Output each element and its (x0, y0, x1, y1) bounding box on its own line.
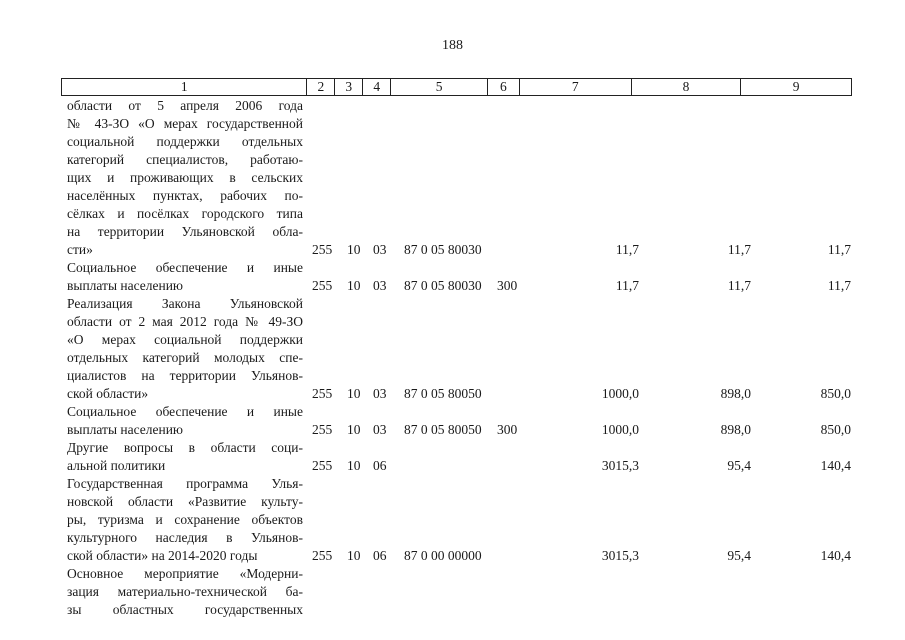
description-line: Другие вопросы в области соци- (67, 440, 303, 455)
row-values (0, 385, 905, 403)
description-line: сти» (67, 242, 93, 257)
cell-col-2: 255 (312, 422, 333, 437)
row-values (0, 547, 905, 565)
cell-col-8: 11,7 (727, 242, 751, 257)
description-line: зы областных государственных (67, 602, 303, 617)
cell-col-9: 140,4 (820, 458, 851, 473)
cell-col-7: 3015,3 (601, 458, 639, 473)
cell-col-5: 87 0 05 80030 (404, 242, 482, 257)
row-values (0, 601, 905, 619)
page-number: 188 (442, 38, 463, 53)
cell-col-9: 850,0 (820, 386, 851, 401)
description-line: Основное мероприятие «Модерни- (67, 566, 303, 581)
cell-col-2: 255 (312, 458, 333, 473)
cell-col-7: 3015,3 (601, 548, 639, 563)
description-line: социальной поддержки отдельных (67, 134, 303, 149)
header-col-6: 6 (488, 79, 520, 95)
description-line: щих и проживающих в сельских (67, 170, 303, 185)
description-line: выплаты населению (67, 422, 184, 437)
description-line: населённых пунктах, рабочих по- (67, 188, 303, 203)
cell-col-8: 898,0 (720, 386, 751, 401)
description-line: на территории Ульяновской обла- (67, 224, 303, 239)
cell-col-2: 255 (312, 386, 333, 401)
cell-col-4: 03 (373, 386, 387, 401)
description-line: отдельных категорий молодых спе- (67, 350, 303, 365)
description-line: культурного наследия в Ульянов- (67, 530, 303, 545)
description-line: категорий специалистов, работаю- (67, 152, 303, 167)
cell-col-9: 11,7 (827, 242, 851, 257)
row-values (0, 277, 905, 295)
row-values (0, 421, 905, 439)
cell-col-3: 10 (347, 242, 361, 257)
cell-col-5: 87 0 05 80050 (404, 422, 482, 437)
cell-col-6: 300 (497, 278, 518, 293)
cell-col-2: 255 (312, 278, 333, 293)
cell-col-3: 10 (347, 422, 361, 437)
cell-col-8: 95,4 (727, 548, 751, 563)
cell-col-7: 1000,0 (601, 422, 639, 437)
description-line: выплаты населению (67, 278, 184, 293)
cell-col-4: 06 (373, 548, 387, 563)
cell-col-4: 03 (373, 242, 387, 257)
description-line: ской области» на 2014-2020 годы (67, 548, 258, 563)
description-line: «О мерах социальной поддержки (67, 332, 303, 347)
header-col-5: 5 (391, 79, 488, 95)
cell-col-8: 11,7 (727, 278, 751, 293)
description-line: Реализация Закона Ульяновской (67, 296, 303, 311)
header-col-2: 2 (307, 79, 335, 95)
description-line: области от 2 мая 2012 года № 49-ЗО (67, 314, 303, 329)
header-col-8: 8 (632, 79, 742, 95)
description-line: Социальное обеспечение и иные (67, 404, 303, 419)
cell-col-3: 10 (347, 548, 361, 563)
row-values (0, 457, 905, 475)
cell-col-3: 10 (347, 458, 361, 473)
cell-col-9: 140,4 (820, 548, 851, 563)
description-line: сёлках и посёлках городского типа (67, 206, 303, 221)
cell-col-5: 87 0 05 80050 (404, 386, 482, 401)
description-line: альной политики (67, 458, 166, 473)
description-line: Социальное обеспечение и иные (67, 260, 303, 275)
row-values (0, 241, 905, 259)
cell-col-2: 255 (312, 242, 333, 257)
cell-col-8: 898,0 (720, 422, 751, 437)
header-col-9: 9 (792, 79, 800, 94)
row-description (67, 97, 303, 259)
header-col-7: 7 (520, 79, 632, 95)
description-line: ской области» (67, 386, 149, 401)
description-line: ры, туризма и сохранение объектов (67, 512, 303, 527)
header-col-4: 4 (363, 79, 391, 95)
cell-col-4: 03 (373, 422, 387, 437)
header-col-1: 1 (62, 79, 307, 95)
cell-col-5: 87 0 00 00000 (404, 548, 482, 563)
table-header-row (61, 78, 852, 96)
cell-col-8: 95,4 (727, 458, 751, 473)
description-line: циалистов на территории Ульянов- (67, 368, 303, 383)
description-line: новской области «Развитие культу- (67, 494, 303, 509)
description-line: Государственная программа Улья- (67, 476, 303, 491)
cell-col-3: 10 (347, 386, 361, 401)
description-line: № 43-ЗО «О мерах государственной (67, 116, 303, 131)
cell-col-3: 10 (347, 278, 361, 293)
cell-col-4: 03 (373, 278, 387, 293)
cell-col-7: 1000,0 (601, 386, 639, 401)
cell-col-6: 300 (497, 422, 518, 437)
header-col-3: 3 (335, 79, 363, 95)
cell-col-5: 87 0 05 80030 (404, 278, 482, 293)
cell-col-9: 11,7 (827, 278, 851, 293)
description-line: зация материально-технической ба- (67, 584, 303, 599)
cell-col-7: 11,7 (615, 242, 639, 257)
cell-col-9: 850,0 (820, 422, 851, 437)
description-line: области от 5 апреля 2006 года (67, 98, 303, 113)
cell-col-4: 06 (373, 458, 387, 473)
cell-col-2: 255 (312, 548, 333, 563)
cell-col-7: 11,7 (615, 278, 639, 293)
